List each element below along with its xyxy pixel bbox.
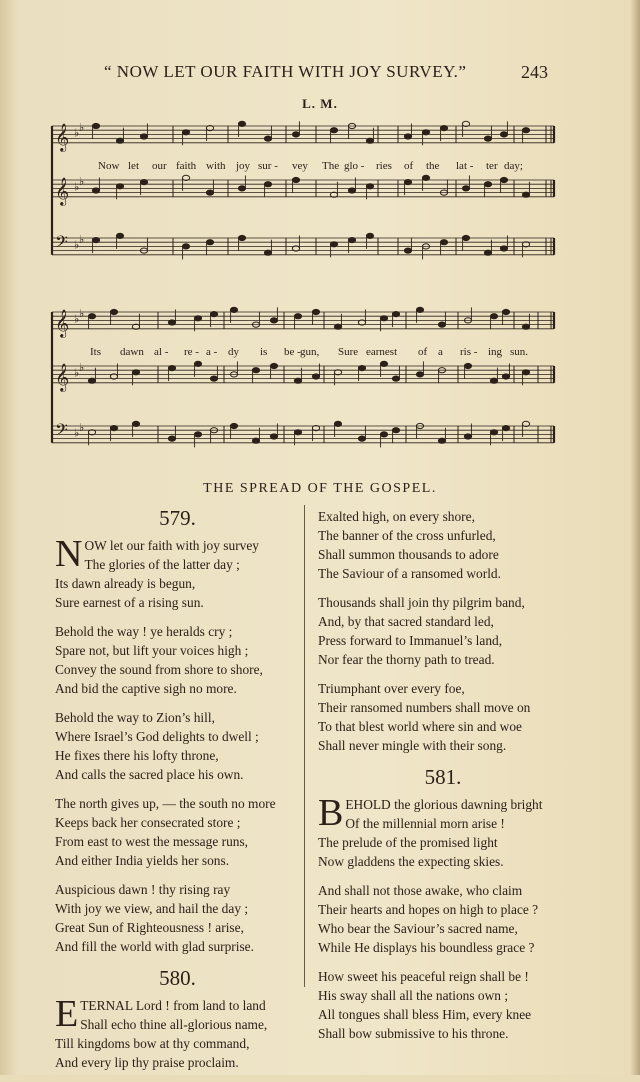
note-head: [484, 182, 491, 187]
note-head: [358, 436, 365, 441]
note-head: [490, 314, 497, 319]
lyric-syllable: The: [322, 160, 340, 172]
note-head: [194, 316, 201, 321]
note-head: [392, 428, 399, 433]
note-head: [484, 250, 491, 255]
lyric-syllable: dy: [228, 346, 239, 358]
note-head: [270, 363, 277, 368]
note-head: [366, 233, 373, 238]
lyric-syllable: a: [438, 346, 443, 358]
note-head: [230, 307, 237, 312]
note-head: [380, 361, 387, 366]
note-head: [206, 240, 213, 245]
dropcap-579: N: [55, 533, 83, 575]
note-head: [404, 180, 411, 185]
note-head: [292, 177, 299, 182]
note-head: [522, 128, 529, 133]
note-head: [270, 318, 277, 323]
verse-line: Now gladdens the expecting skies.: [318, 854, 504, 869]
note-head: [238, 121, 245, 126]
verse-line: And either India yields her sons.: [55, 853, 230, 868]
lyrics-line-2: [48, 346, 556, 362]
verse-line: Who bear the Saviour’s sacred name,: [318, 921, 518, 936]
note-head: [110, 426, 117, 431]
verse-line: Shall never mingle with their song.: [318, 738, 507, 753]
verse-line: Its dawn already is begun,: [55, 576, 196, 591]
lyric-syllable: a -: [206, 346, 218, 358]
note-head: [270, 434, 277, 439]
note-head: [522, 192, 529, 197]
flat-icon: ♭: [74, 312, 80, 326]
music-system-2: [48, 306, 556, 458]
treble-clef-icon: 𝄞: [55, 176, 70, 205]
note-head: [500, 132, 507, 137]
lyric-syllable: Now: [98, 160, 120, 172]
verse-line: Press forward to Immanuel’s land,: [318, 633, 503, 648]
hymn-number-580: 580.: [159, 966, 196, 990]
note-head: [380, 316, 387, 321]
lyric-syllable: our: [152, 160, 167, 172]
note-head: [238, 235, 245, 240]
verse-line: He fixes there his lofty throne,: [55, 748, 219, 763]
lyric-syllable: the: [426, 160, 440, 172]
hymn-580-stanza-2: [318, 507, 568, 583]
lyric-syllable: be -: [284, 346, 301, 358]
dropcap-580: E: [55, 993, 79, 1035]
flat-icon: ♭: [74, 426, 80, 440]
hymn-580-stanza-3: [318, 593, 568, 669]
verse-line: The banner of the cross unfurled,: [318, 528, 496, 543]
note-head: [140, 134, 147, 139]
note-head: [264, 182, 271, 187]
verse-line: TERNAL Lord ! from land to land: [80, 998, 266, 1013]
note-head: [116, 233, 123, 238]
flat-icon: ♭: [79, 175, 85, 189]
lyric-syllable: Its: [90, 346, 101, 358]
lyric-syllable: sur -: [258, 160, 278, 172]
note-head: [294, 378, 301, 383]
verse-line: Shall summon thousands to adore: [318, 547, 499, 562]
note-head: [182, 130, 189, 135]
verse-line: And bid the captive sigh no more.: [55, 681, 237, 696]
treble-clef-icon: 𝄞: [55, 362, 70, 391]
verse-line: Thousands shall join thy pilgrim band,: [318, 595, 525, 610]
note-head: [348, 238, 355, 243]
note-head: [168, 366, 175, 371]
note-head: [490, 430, 497, 435]
note-head: [88, 378, 95, 383]
note-head: [252, 368, 259, 373]
note-head: [210, 312, 217, 317]
hymn-581-stanza-3: [318, 967, 568, 1043]
lyric-syllable: earnest: [366, 346, 398, 358]
note-head: [422, 130, 429, 135]
hymn-581-stanza-1: [318, 792, 568, 871]
left-column: [55, 506, 300, 1082]
page-edge-shadow: [630, 0, 640, 1075]
section-heading: THE SPREAD OF THE GOSPEL.: [203, 481, 437, 496]
note-head: [312, 374, 319, 379]
note-head: [500, 177, 507, 182]
flat-icon: ♭: [74, 126, 80, 140]
flat-icon: ♭: [74, 180, 80, 194]
note-head: [294, 430, 301, 435]
lyric-syllable: dawn: [120, 346, 144, 358]
note-head: [334, 324, 341, 329]
lyric-syllable: lat -: [456, 160, 474, 172]
hymn-579-stanza-2: [55, 622, 300, 698]
verse-line: Till kingdoms bow at thy command,: [55, 1036, 250, 1051]
verse-line: Shall echo thine all-glorious name,: [80, 1017, 268, 1032]
hymn-580-stanza-1: [55, 993, 300, 1072]
verse-line: From east to west the message runs,: [55, 834, 249, 849]
verse-line: How sweet his peaceful reign shall be !: [318, 969, 529, 984]
verse-line: The prelude of the promised light: [318, 835, 498, 850]
lyric-syllable: joy: [236, 160, 251, 172]
treble-clef-icon: 𝄞: [55, 308, 70, 337]
lyric-syllable: Sure: [338, 346, 359, 358]
lyric-syllable: let: [128, 160, 139, 172]
verse-line: Behold the way to Zion’s hill,: [55, 710, 215, 725]
note-head: [140, 180, 147, 185]
lyric-syllable: al -: [154, 346, 169, 358]
note-head: [194, 432, 201, 437]
note-head: [502, 426, 509, 431]
lyric-syllable: glo -: [344, 160, 365, 172]
note-head: [404, 248, 411, 253]
hymn-579-stanza-4: [55, 794, 300, 870]
note-head: [438, 438, 445, 443]
note-head: [464, 434, 471, 439]
music-system-1: [48, 118, 556, 270]
verse-line: Their ransomed numbers shall move on: [318, 700, 531, 715]
lyric-syllable: gun,: [300, 346, 320, 358]
lyrics-line-1: [48, 160, 556, 176]
note-head: [366, 184, 373, 189]
lyric-syllable: ris -: [460, 346, 478, 358]
verse-line: The Saviour of a ransomed world.: [318, 566, 501, 581]
note-head: [238, 186, 245, 191]
flat-icon: ♭: [79, 307, 85, 321]
flat-icon: ♭: [74, 238, 80, 252]
flat-icon: ♭: [79, 233, 85, 247]
verse-line: Nor fear the thorny path to tread.: [318, 652, 495, 667]
note-head: [330, 128, 337, 133]
verse-line: All tongues shall bless Him, every knee: [318, 1007, 532, 1022]
verse-line: His sway shall all the nations own ;: [318, 988, 509, 1003]
lyric-syllable: ter: [486, 160, 498, 172]
verse-line: Sure earnest of a rising sun.: [55, 595, 204, 610]
note-head: [132, 421, 139, 426]
lyric-syllable: ries: [376, 160, 392, 172]
note-head: [462, 235, 469, 240]
verse-line: Triumphant over every foe,: [318, 681, 465, 696]
hymn-579-stanza-5: [55, 880, 300, 956]
verse-line: The north gives up, — the south no more: [55, 796, 276, 811]
note-head: [116, 138, 123, 143]
note-head: [438, 322, 445, 327]
note-head: [194, 361, 201, 366]
note-head: [252, 438, 259, 443]
note-head: [416, 307, 423, 312]
verse-line: While He displays his boundless grace ?: [318, 940, 535, 955]
music-staves-1: [48, 118, 556, 270]
verse-line: Where Israel’s God delights to dwell ;: [55, 729, 259, 744]
note-head: [168, 320, 175, 325]
note-head: [264, 250, 271, 255]
lyric-syllable: with: [206, 160, 226, 172]
hymn-580-stanza-4: [318, 679, 568, 755]
note-head: [392, 312, 399, 317]
verse-line: To that blest world where sin and woe: [318, 719, 522, 734]
verse-line: Convey the sound from shore to shore,: [55, 662, 263, 677]
note-head: [334, 421, 341, 426]
verse-line: And calls the sacred place his own.: [55, 767, 244, 782]
note-head: [168, 436, 175, 441]
flat-icon: ♭: [79, 421, 85, 435]
running-title: “ NOW LET OUR FAITH WITH JOY SURVEY.”: [104, 62, 467, 81]
note-head: [206, 190, 213, 195]
verse-line: OW let our faith with joy survey: [84, 538, 259, 553]
lyric-syllable: day;: [504, 160, 523, 172]
note-head: [392, 376, 399, 381]
right-column: [318, 507, 568, 1053]
note-head: [292, 132, 299, 137]
note-head: [404, 134, 411, 139]
hymn-581-stanza-2: [318, 881, 568, 957]
flat-icon: ♭: [79, 121, 85, 135]
music-staves-2: [48, 306, 556, 458]
note-head: [422, 175, 429, 180]
note-head: [484, 136, 491, 141]
verse-line: Auspicious dawn ! thy rising ray: [55, 882, 231, 897]
bass-clef-icon: 𝄢: [55, 419, 68, 444]
note-head: [88, 314, 95, 319]
verse-line: The glories of the latter day ;: [84, 557, 240, 572]
note-head: [132, 370, 139, 375]
note-head: [500, 246, 507, 251]
running-head: [0, 62, 640, 86]
hymn-number-579: 579.: [159, 506, 196, 530]
lyric-syllable: re -: [184, 346, 199, 358]
verse-line: And every lip thy praise proclaim.: [55, 1055, 239, 1070]
note-head: [440, 240, 447, 245]
note-head: [210, 376, 217, 381]
column-divider: [304, 505, 305, 987]
lyric-syllable: of: [404, 160, 414, 172]
note-head: [92, 123, 99, 128]
verse-line: Their hearts and hopes on high to place ?: [318, 902, 539, 917]
lyric-syllable: vey: [292, 160, 308, 172]
note-head: [110, 309, 117, 314]
note-head: [330, 242, 337, 247]
note-head: [522, 324, 529, 329]
verse-line: EHOLD the glorious dawning bright: [345, 797, 543, 812]
note-head: [380, 432, 387, 437]
note-head: [462, 186, 469, 191]
note-head: [312, 309, 319, 314]
hymn-number-581: 581.: [424, 765, 462, 789]
note-head: [182, 244, 189, 249]
page-number: 243: [521, 62, 548, 82]
note-head: [502, 374, 509, 379]
note-head: [366, 138, 373, 143]
note-head: [416, 372, 423, 377]
verse-line: Great Sun of Righteousness ! arise,: [55, 920, 244, 935]
verse-line: Keeps back her consecrated store ;: [55, 815, 241, 830]
note-head: [464, 363, 471, 368]
verse-line: And fill the world with glad surprise.: [55, 939, 254, 954]
note-head: [440, 126, 447, 131]
flat-icon: ♭: [74, 366, 80, 380]
flat-icon: ♭: [79, 361, 85, 375]
bass-clef-icon: 𝄢: [55, 231, 68, 256]
lyric-syllable: sun.: [510, 346, 529, 358]
meter-label: L. M.: [302, 96, 338, 111]
note-head: [230, 423, 237, 428]
note-head: [264, 136, 271, 141]
note-head: [92, 238, 99, 243]
verse-line: Behold the way ! ye heralds cry ;: [55, 624, 233, 639]
note-head: [92, 188, 99, 193]
hymn-579-stanza-1: [55, 533, 300, 612]
hymn-579-stanza-3: [55, 708, 300, 784]
lyric-syllable: of: [418, 346, 428, 358]
note-head: [490, 378, 497, 383]
verse-line: Spare not, but lift your voices high ;: [55, 643, 249, 658]
verse-line: And shall not those awake, who claim: [318, 883, 523, 898]
verse-line: With joy we view, and hail the day ;: [55, 901, 249, 916]
note-head: [522, 370, 529, 375]
lyric-syllable: is: [260, 346, 268, 358]
verse-line: Exalted high, on every shore,: [318, 509, 475, 524]
note-head: [294, 314, 301, 319]
dropcap-581: B: [318, 792, 344, 834]
verse-line: And, by that sacred standard led,: [318, 614, 494, 629]
note-head: [502, 309, 509, 314]
note-head: [358, 366, 365, 371]
verse-line: Shall bow submissive to his throne.: [318, 1026, 509, 1041]
note-head: [116, 184, 123, 189]
note-head: [348, 188, 355, 193]
treble-clef-icon: 𝄞: [55, 122, 70, 151]
lyric-syllable: ing: [488, 346, 503, 358]
verse-line: Of the millennial morn arise !: [345, 816, 505, 831]
lyric-syllable: faith: [176, 160, 197, 172]
